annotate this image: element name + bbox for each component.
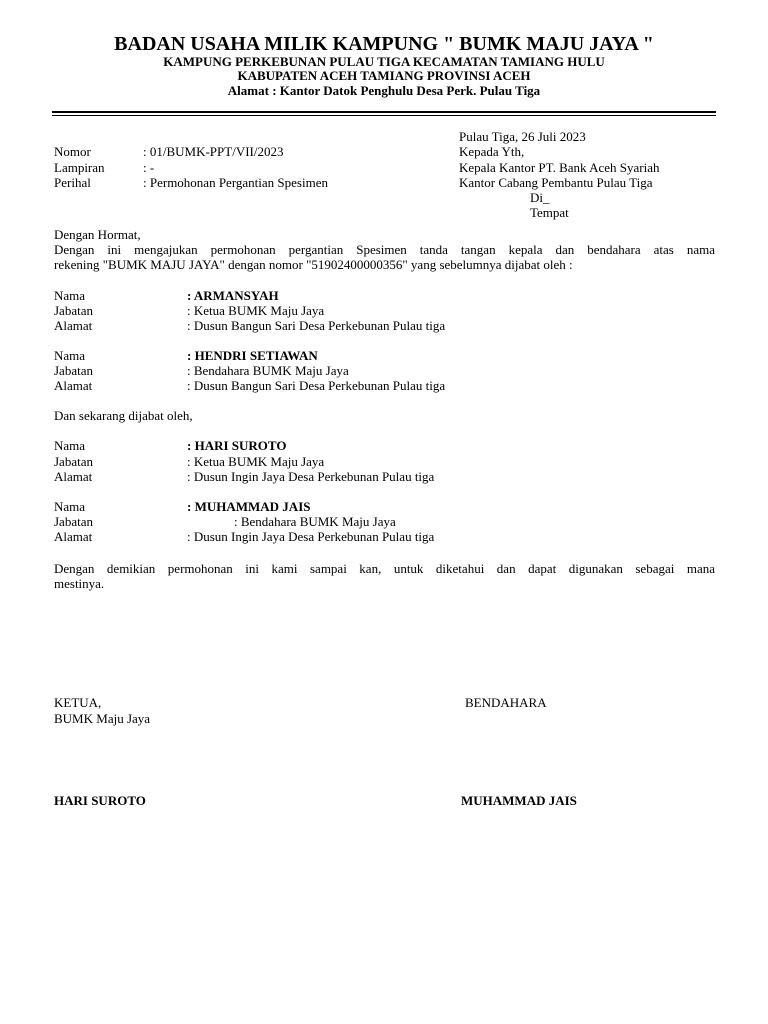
signature-right-title: BENDAHARA xyxy=(465,695,547,710)
letterhead-rule-thin xyxy=(52,115,716,116)
label-jabatan: Jabatan xyxy=(54,514,93,529)
label-alamat: Alamat xyxy=(54,378,93,393)
ref-value-nomor: : 01/BUMK-PPT/VII/2023 xyxy=(143,144,284,159)
recipient-line: Kantor Cabang Pembantu Pulau Tiga xyxy=(459,175,653,190)
closing-paragraph xyxy=(54,561,715,591)
officer-name: : ARMANSYAH xyxy=(187,288,279,303)
officer-address: : Dusun Bangun Sari Desa Perkebunan Pulau tiga xyxy=(187,378,446,393)
officer-name: : MUHAMMAD JAIS xyxy=(187,499,311,514)
ref-label-perihal: Perihal xyxy=(54,175,91,190)
label-alamat: Alamat xyxy=(54,469,93,484)
recipient-line: Kepala Kantor PT. Bank Aceh Syariah xyxy=(459,160,660,175)
transition-text: Dan sekarang dijabat oleh, xyxy=(54,408,193,423)
label-alamat: Alamat xyxy=(54,318,93,333)
signature-right-name: MUHAMMAD JAIS xyxy=(461,793,577,808)
greeting: Dengan Hormat, xyxy=(54,227,141,242)
officer-address: : Dusun Ingin Jaya Desa Perkebunan Pulau tiga xyxy=(187,529,435,544)
label-jabatan: Jabatan xyxy=(54,454,93,469)
intro-line-1: Dengan ini mengajukan permohonan pergantian Spesimen tanda tangan kepala dan bendahara atas nama xyxy=(54,242,715,257)
officer-address: : Dusun Bangun Sari Desa Perkebunan Pulau tiga xyxy=(187,318,446,333)
label-jabatan: Jabatan xyxy=(54,303,93,318)
ref-value-perihal: : Permohonan Pergantian Spesimen xyxy=(143,175,328,190)
officer-position: : Bendahara BUMK Maju Jaya xyxy=(234,514,396,529)
recipient-line: Di_ xyxy=(530,190,550,205)
officer-address: : Dusun Ingin Jaya Desa Perkebunan Pulau tiga xyxy=(187,469,435,484)
signature-left-org: BUMK Maju Jaya xyxy=(54,711,151,726)
intro-paragraph xyxy=(54,242,715,272)
place-date: Pulau Tiga, 26 Juli 2023 xyxy=(459,129,586,144)
officer-position: : Ketua BUMK Maju Jaya xyxy=(187,303,325,318)
officer-position: : Bendahara BUMK Maju Jaya xyxy=(187,363,349,378)
letterhead-address: Alamat : Kantor Datok Penghulu Desa Perk. Pulau Tiga xyxy=(227,83,541,98)
closing-line-2: mestinya. xyxy=(54,576,105,591)
signature-left-name: HARI SUROTO xyxy=(54,793,146,808)
label-nama: Nama xyxy=(54,348,86,363)
recipient-line: Kepada Yth, xyxy=(459,144,525,159)
ref-label-nomor: Nomor xyxy=(54,144,91,159)
label-nama: Nama xyxy=(54,438,86,453)
letterhead-title: BADAN USAHA MILIK KAMPUNG " BUMK MAJU JAYA " xyxy=(114,33,654,55)
label-jabatan: Jabatan xyxy=(54,363,93,378)
ref-label-lampiran: Lampiran xyxy=(54,160,105,175)
label-nama: Nama xyxy=(54,499,86,514)
closing-line-1: Dengan demikian permohonan ini kami sampai kan, untuk diketahui dan dapat digunakan sebagai mana xyxy=(54,561,715,576)
officer-position: : Ketua BUMK Maju Jaya xyxy=(187,454,325,469)
letterhead-line1: KAMPUNG PERKEBUNAN PULAU TIGA KECAMATAN TAMIANG HULU xyxy=(163,54,605,69)
letterhead-rule-thick xyxy=(52,111,716,113)
officer-name: : HARI SUROTO xyxy=(187,438,287,453)
letterhead-line2: KABUPATEN ACEH TAMIANG PROVINSI ACEH xyxy=(237,68,531,83)
ref-value-lampiran: : - xyxy=(143,160,155,175)
recipient-line: Tempat xyxy=(530,205,569,220)
label-nama: Nama xyxy=(54,288,86,303)
label-alamat: Alamat xyxy=(54,529,93,544)
intro-line-2: rekening "BUMK MAJU JAYA" dengan nomor "51902400000356" yang sebelumnya dijabat oleh : xyxy=(54,257,573,272)
signature-left-title: KETUA, xyxy=(54,695,102,710)
officer-name: : HENDRI SETIAWAN xyxy=(187,348,318,363)
